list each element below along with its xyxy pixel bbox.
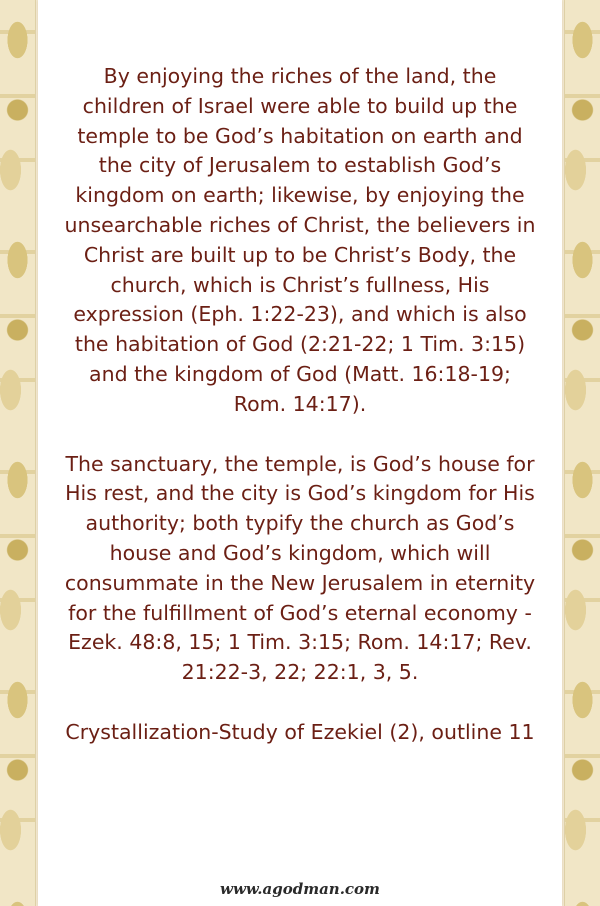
quote-paragraph-2: The sanctuary, the temple, is God’s house for His rest, and the city is God’s kingdom for His authority; both typify the church as God’s house and God’s kingdom, which will consummate in the New Jerusalem in eternity for the fulfillment of God’s eternal economy - Ezek. 48:8, 15; 1 Tim. 3:15; Rom. 14:17; Rev. 21:22-3, 22; 22:1, 3, 5. bbox=[64, 451, 536, 685]
decorative-border-right bbox=[564, 0, 600, 906]
quote-content bbox=[60, 62, 540, 748]
website-link[interactable]: www.agodman.com bbox=[220, 880, 380, 898]
source-citation: Crystallization-Study of Ezekiel (2), outline 11 bbox=[65, 719, 535, 744]
decorative-border-left bbox=[0, 0, 36, 906]
quote-paragraph-1: By enjoying the riches of the land, the children of Israel were able to build up the temple to be God’s habitation on earth and the city of Jerusalem to establish God’s kingdom on earth; likewise, by enjoying the unsearchable riches of Christ, the believers in Christ are built up to be Christ’s Body, the church, which is Christ’s fullness, His expression (Eph. 1:22-23), and which is also the habitation of God (2:21-22; 1 Tim. 3:15) and the kingdom of God (Matt. 16:18-19; Rom. 14:17). bbox=[64, 64, 536, 416]
